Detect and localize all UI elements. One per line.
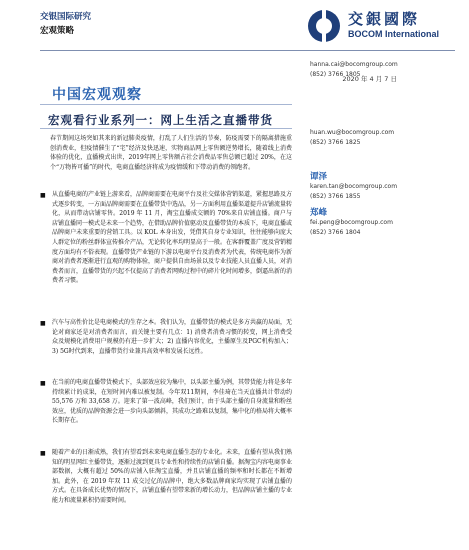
logo-name-cn: 交銀國際 — [348, 10, 421, 28]
bullet-icon: ■ — [40, 450, 46, 457]
bullet-icon: ■ — [40, 320, 46, 327]
report-date: 2020 年 4 月 7 日 — [342, 75, 397, 83]
analyst-phone: (852) 3766 1825 — [310, 139, 361, 146]
header-section: 宏观策略 — [40, 26, 75, 36]
paragraph-bullet — [40, 448, 292, 506]
analyst-email[interactable]: fei.peng@bocomgroup.com — [310, 219, 393, 226]
bullet-icon: ■ — [40, 192, 46, 199]
article-title: 宏观看行业系列一：网上生活之直播带货 — [48, 113, 273, 127]
bocom-logo — [306, 6, 456, 48]
paragraph-text: 从直播电商的产业链上游来看，品牌商需要在电商平台及社交媒体营销渠道，紧握思路及方式逐步转变，一方面品牌商需要在直播带货中选品，另一方面利用直播渠道提升店铺流量转化，从而带动店铺零售。2019 年 11 月，淘宝直播成交额的 70%来自店铺直播。商户与店铺直播同一模式是未来一个趋势，在借助品牌价值驱动及直播带货的本质下，电商直播或品牌商户未来重要的营销工具。以 KOL 本身出发，凭借其自身专业知识，往往能够向庞大人群定位的粉丝群体宣传推介产品，无论转化率均明显高于一般。在客群覆盖广度及营销精度方面均有不俗表现。直播带货产业链的下游以电商平台及消费者为代表，传统电商作为新商对消费者逐渐进行直观的购物体验，商户提供自由场景以及专业技能人员直播人员，对消费者而言，直播带货的兴起不仅提高了消费者网购过程中的碎片化时间增多，倒逼出新的消费者习惯。 — [52, 191, 293, 285]
paragraph-intro — [40, 134, 292, 172]
bullet-icon: ■ — [40, 380, 46, 387]
analyst-phone: (852) 3766 1855 — [310, 193, 361, 200]
page-title: 中国宏观观察 — [52, 87, 142, 103]
analyst-phone: (852) 3766 1804 — [310, 229, 361, 236]
title-divider-top — [40, 104, 292, 105]
report-header — [40, 10, 91, 38]
paragraph-text: 随着产业的日渐成熟，我们有望看到未来电商直播生态的专业化。未来，直播有望从我们熟知的明星网红主播带货，逐渐过渡到更具专业性和持续性的店铺自播。据淘宝内容电商事业部数据，大概有超过 50%的店铺入驻淘宝直播，并且店铺直播的频率和时长都在不断增加。此外，在 2019 年双 11 成交过亿的品牌中，绝大多数品牌商家均实现了店铺直播的方式。在具备成长优势的情况下，店铺直播有望带来新的增长动力，但品牌店铺主播的专业能力和流量累积仍需要时间。 — [52, 449, 293, 504]
paragraph-text: 汽车与高性价比是电商模式的生存之本。我们认为，直播带货的模式是多方共赢的局面，无论对商家还是对消费者而言，而关键主要有几点：1) 消费者消费习惯的转变，网上消费受众及规模化消费用户规模仍有进一步扩大；2) 直播内容优化，主播原生及PGC机构加入；3) 5G时代到来，直播带货行业兼具高效率和发展长远性。 — [52, 319, 293, 355]
paragraph-bullet — [40, 318, 292, 356]
logo-name-en: BOCOM International — [348, 29, 440, 39]
analyst-contact — [310, 60, 450, 80]
analyst-contact — [310, 206, 450, 238]
analyst-name: 郑峰 — [310, 208, 328, 218]
paragraph-text: 在当前的电商直播带货模式下，头部效应较为集中，以头部主播为例，其带货能力将是多年持续累计的成果，在短时间内难以被复制。今年双11期间，李佳琦在当天直播共计带动约 55,576 万和 33,658 万。迎来了第一波高峰，我们预计，由于头部主播的自身流量和粉丝效应，优质的品牌资源会进一步向头部倾斜，其成功之路难以复制，集中化的格局将大概率长期存在。 — [52, 379, 293, 425]
paragraph-bullet — [40, 190, 292, 286]
analyst-email[interactable]: huan.wu@bocomgroup.com — [310, 129, 395, 136]
analyst-email[interactable]: hanna.cai@bocomgroup.com — [310, 61, 398, 68]
analyst-phone: (852) 3766 1805 — [310, 71, 361, 78]
analyst-name: 谭泽 — [310, 172, 328, 182]
paragraph-bullet — [40, 378, 292, 426]
paragraph-text: 春节期间这场突如其来的新冠肺炎疫情，打乱了人们生活的节奏，防疫需要下的隔离措施重创消费业，但疫情催生了“宅”经济及快迅速，实物商品网上零售额逆势增长，随着线上消费体验的优化，直播模式出世，2019年网上零售额占社会消费品零售总额已超过 20%，在这个“万物皆可播”的时代，电商直播经济将成为疫情缓和下带动消费的领跑者。 — [50, 135, 292, 171]
analyst-email[interactable]: karen.tan@bocomgroup.com — [310, 183, 398, 190]
analyst-contact — [310, 170, 450, 202]
analyst-contact — [310, 128, 450, 148]
title-divider-bottom — [40, 128, 292, 129]
header-org: 交银国际研究 — [40, 12, 92, 22]
bocom-logo-icon — [306, 8, 342, 44]
header-divider — [40, 50, 455, 51]
